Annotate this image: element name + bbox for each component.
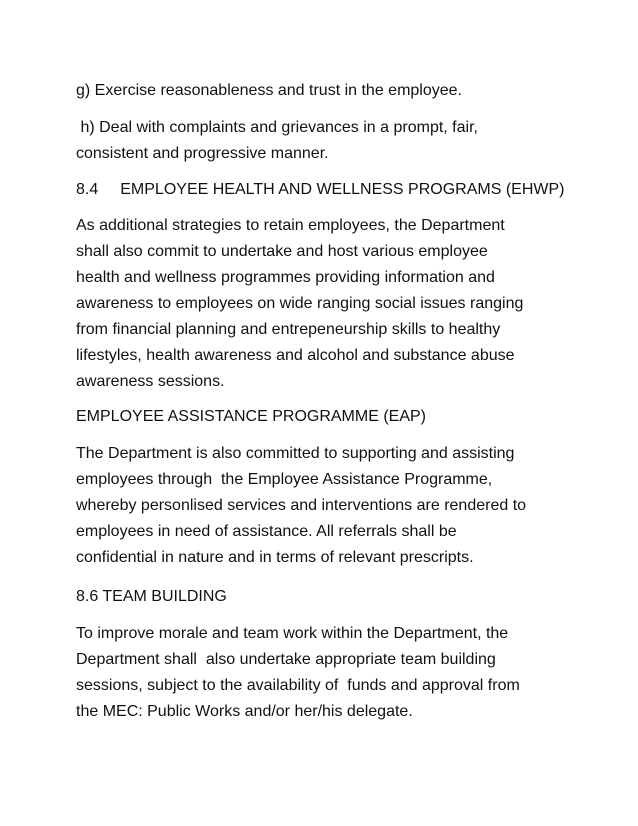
paragraph-item-g (76, 78, 576, 104)
section-title: 8.6 TEAM BUILDING (76, 588, 227, 605)
text-line: health and wellness programmes providing information and (76, 269, 495, 286)
section-title: EMPLOYEE ASSISTANCE PROGRAMME (EAP) (76, 408, 426, 425)
text-line: shall also commit to undertake and host various employee (76, 243, 488, 260)
section-heading-8-4 (76, 177, 576, 203)
text-line: To improve morale and team work within the Department, the (76, 625, 509, 642)
text-line: employees in need of assistance. All referrals shall be (76, 523, 457, 540)
paragraph-item-h (76, 115, 576, 167)
text-line: awareness to employees on wide ranging social issues ranging (76, 295, 524, 312)
text-line: consistent and progressive manner. (76, 145, 329, 162)
text-line: h) Deal with complaints and grievances in a prompt, fair, (76, 119, 478, 136)
paragraph-ehwp (76, 213, 576, 395)
text-line: confidential in nature and in terms of relevant prescripts. (76, 549, 474, 566)
text-line: Department shall also undertake appropriate team building (76, 651, 496, 668)
text-line: The Department is also committed to supporting and assisting (76, 445, 515, 462)
text-line: lifestyles, health awareness and alcohol and substance abuse (76, 347, 515, 364)
paragraph-eap (76, 441, 576, 571)
section-heading-eap (76, 404, 576, 430)
text-line: the MEC: Public Works and/or her/his delegate. (76, 703, 413, 720)
text-line: whereby personlised services and interventions are rendered to (76, 497, 527, 514)
text-line: awareness sessions. (76, 373, 225, 390)
text-line: employees through the Employee Assistance Programme, (76, 471, 493, 488)
text-line: from financial planning and entrepeneurship skills to healthy (76, 321, 501, 338)
section-title: EMPLOYEE HEALTH AND WELLNESS PROGRAMS (EHWP) (120, 181, 565, 198)
section-heading-8-6 (76, 584, 576, 610)
section-number: 8.4 (76, 181, 99, 198)
text-line: As additional strategies to retain employees, the Department (76, 217, 505, 234)
text-line: g) Exercise reasonableness and trust in the employee. (76, 82, 462, 99)
paragraph-team-building (76, 621, 576, 725)
text-line: sessions, subject to the availability of funds and approval from (76, 677, 520, 694)
